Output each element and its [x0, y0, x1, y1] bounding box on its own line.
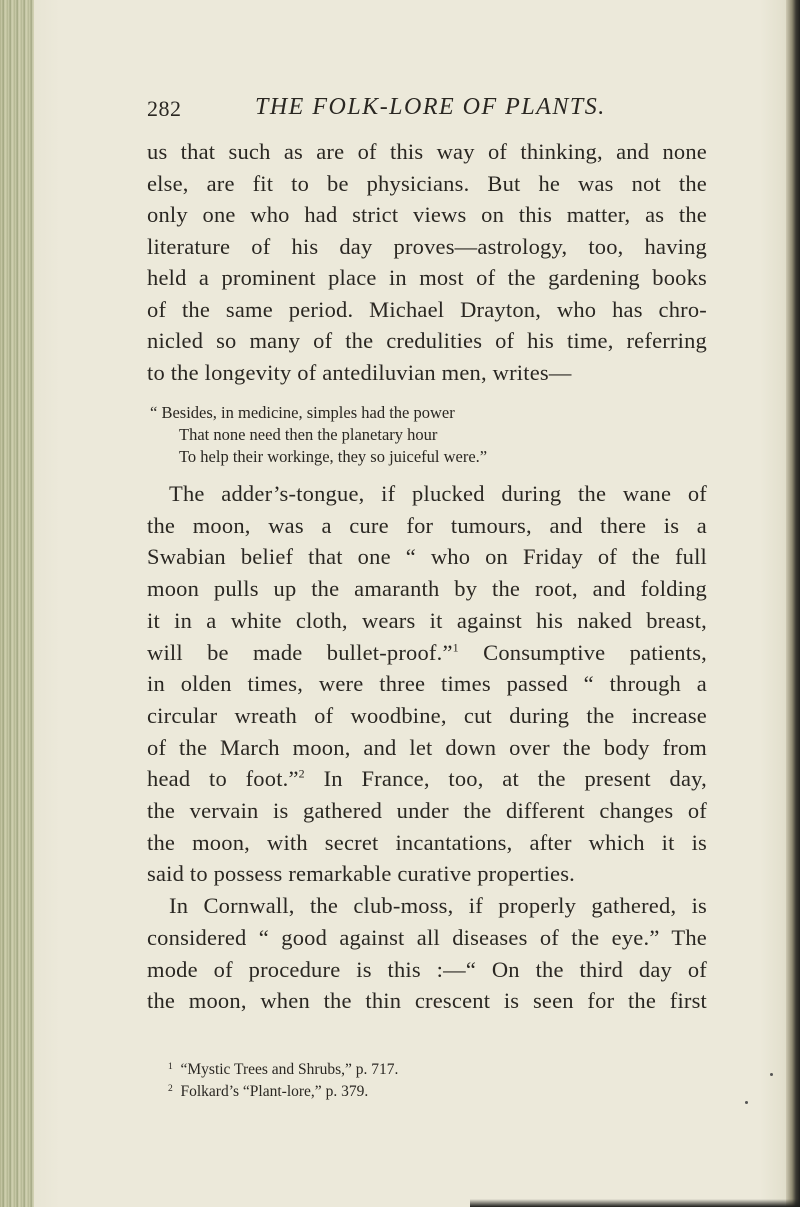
text-segment: head to foot.”: [147, 766, 299, 792]
footnotes: [168, 1059, 668, 1103]
footnote-text: “Mystic Trees and Shrubs,” p. 717.: [180, 1061, 399, 1078]
text-line: said to possess remarkable curative properties.: [147, 861, 576, 887]
text-line: mode of procedure is this :—“ On the third day of: [147, 956, 707, 982]
text-line: nicled so many of the credulities of his time, referring: [147, 328, 707, 353]
footnote: [168, 1081, 668, 1103]
text-line: considered “ good against all diseases of the eye.” The: [147, 924, 707, 950]
page-header: [147, 96, 707, 128]
page-edge-shadow: [786, 0, 800, 1207]
text-line: the moon, when the thin crescent is seen for the first: [147, 988, 707, 1014]
text-line: moon pulls up the amaranth by the root, and folding: [147, 576, 707, 602]
verse-quotation: [150, 402, 690, 468]
text-segment: Consumptive patients,: [458, 639, 707, 665]
footnote: [168, 1059, 668, 1081]
text-line: literature of his day proves—astrology, too, having: [147, 233, 707, 259]
text-line: Swabian belief that one “ who on Friday of the full: [147, 544, 707, 570]
text-line: The adder’s-tongue, if plucked during the wane of: [169, 481, 707, 506]
text-line: the moon, was a cure for tumours, and there is a: [147, 512, 707, 538]
footnote-ref: 1: [452, 640, 459, 655]
text-line: [147, 763, 707, 795]
text-line: circular wreath of woodbine, cut during the increase: [147, 702, 707, 728]
paragraph-2: [147, 478, 707, 1017]
text-line: the moon, with secret incantations, after which it is: [147, 829, 707, 855]
text-line: the vervain is gathered under the different changes of: [147, 798, 707, 824]
text-line: in olden times, were three times passed “ through a: [147, 671, 707, 697]
footnote-text: Folkard’s “Plant-lore,” p. 379.: [180, 1083, 369, 1100]
text-line: it in a white cloth, wears it against his naked breast,: [147, 607, 707, 633]
text-line: else, are fit to be physicians. But he was not the: [147, 170, 707, 196]
verse-line: To help their workinge, they so juiceful were.”: [179, 447, 488, 466]
text-line: [147, 637, 707, 669]
verse-line: “ Besides, in medicine, simples had the power: [150, 403, 455, 422]
text-line: only one who had strict views on this matter, as the: [147, 202, 707, 227]
paragraph-1: [147, 136, 707, 388]
text-line: of the March moon, and let down over the body from: [147, 734, 707, 760]
footnote-number: 1: [168, 1062, 173, 1072]
footnote-ref: 2: [298, 766, 305, 781]
page-bottom-shadow: [470, 1199, 800, 1207]
text-line: held a prominent place in most of the gardening books: [147, 265, 707, 290]
footnote-number: 2: [168, 1084, 173, 1094]
paper-speck: [745, 1101, 748, 1104]
running-title: THE FOLK-LORE OF PLANTS.: [255, 94, 606, 120]
text-segment: In France, too, at the present day,: [304, 766, 707, 792]
page-number: 282: [147, 96, 182, 121]
text-line: us that such as are of this way of thinking, and none: [147, 139, 707, 164]
text-line: of the same period. Michael Drayton, who has chro-: [147, 296, 707, 322]
page-binding: [0, 0, 34, 1207]
text-line: In Cornwall, the club-moss, if properly gathered, is: [169, 893, 707, 919]
paper-speck: [770, 1073, 773, 1076]
text-segment: will be made bullet-proof.”: [147, 639, 453, 665]
text-line: to the longevity of antediluvian men, writes—: [147, 359, 572, 385]
verse-line: That none need then the planetary hour: [179, 425, 438, 444]
